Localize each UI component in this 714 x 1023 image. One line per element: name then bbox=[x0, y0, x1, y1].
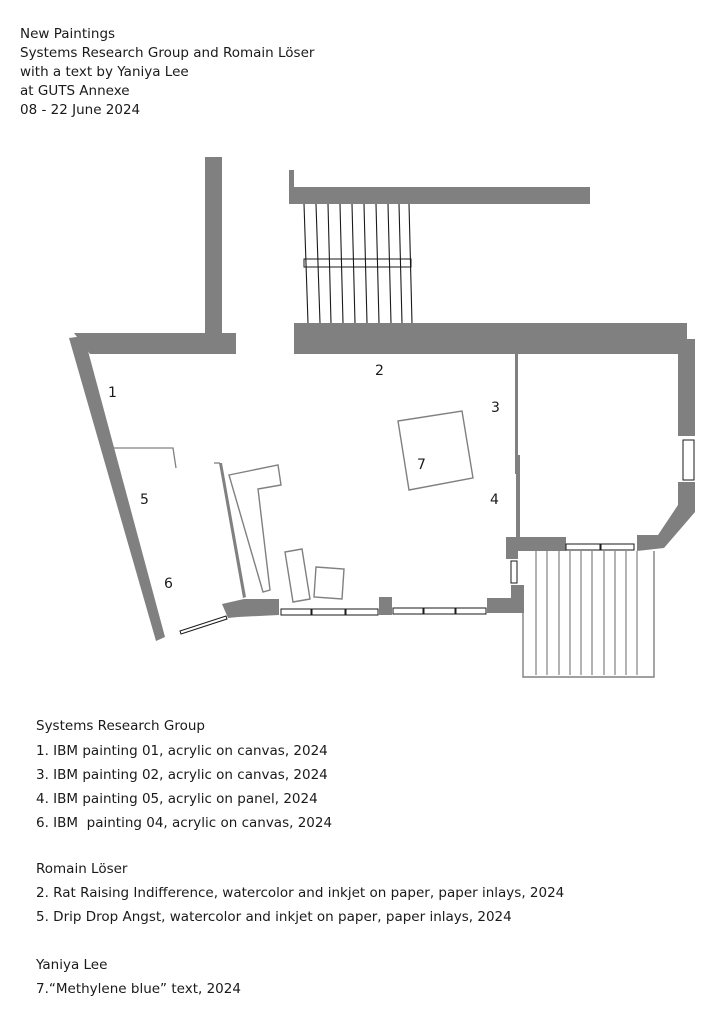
wall-lower-stair-post bbox=[506, 537, 518, 559]
marker-6: 6 bbox=[164, 576, 173, 592]
exhibition-text-credit: with a text by Yaniya Lee bbox=[20, 64, 189, 80]
upper-staircase bbox=[304, 204, 412, 323]
marker-4: 4 bbox=[490, 492, 499, 508]
legend-item: 4. IBM painting 05, acrylic on panel, 2024 bbox=[36, 791, 318, 807]
legend-group-title: Romain Löser bbox=[36, 861, 128, 877]
wall-stair-top bbox=[289, 187, 590, 204]
wall-bottom-left bbox=[222, 599, 279, 618]
legend-item: 2. Rat Raising Indifference, watercolor and inkjet on paper, paper inlays, 2024 bbox=[36, 885, 565, 901]
window-small-side bbox=[511, 561, 517, 583]
window-bottom-1 bbox=[281, 609, 311, 615]
partition-wall bbox=[114, 448, 176, 468]
wall-left-slant bbox=[69, 336, 165, 641]
legend-group-title: Yaniya Lee bbox=[36, 957, 108, 973]
window-bottom-slanted bbox=[180, 616, 227, 634]
exhibition-title: New Paintings bbox=[20, 26, 116, 42]
marker-7: 7 bbox=[417, 457, 426, 473]
marker-5: 5 bbox=[140, 492, 149, 508]
window-bottom-3 bbox=[346, 609, 378, 615]
furniture-table-7 bbox=[398, 411, 473, 490]
wall-upper-left bbox=[205, 157, 222, 335]
window-bottom-5 bbox=[424, 608, 455, 614]
window-lower-stair-1 bbox=[566, 544, 600, 550]
legend-item: 5. Drip Drop Angst, watercolor and inkjet on paper, paper inlays, 2024 bbox=[36, 909, 512, 925]
wall-divider-lower bbox=[516, 455, 520, 537]
window-bottom-4 bbox=[393, 608, 423, 614]
legend-group-title: Systems Research Group bbox=[36, 718, 205, 734]
marker-3: 3 bbox=[491, 400, 500, 416]
furniture-l-plinth bbox=[229, 465, 281, 592]
legend-item: 7.“Methylene blue” text, 2024 bbox=[36, 981, 241, 997]
wall-bottom-right bbox=[487, 598, 519, 613]
furniture-square-plinth bbox=[314, 567, 344, 599]
marker-2: 2 bbox=[375, 363, 384, 379]
lower-staircase bbox=[523, 551, 654, 677]
exhibition-artists: Systems Research Group and Romain Löser bbox=[20, 45, 315, 61]
wall-right-upper bbox=[678, 339, 695, 436]
marker-1: 1 bbox=[108, 385, 117, 401]
wall-right-corner bbox=[637, 505, 695, 551]
wall-bottom-pillar bbox=[379, 597, 392, 615]
window-lower-stair-2 bbox=[601, 544, 634, 550]
window-bottom-6 bbox=[456, 608, 486, 614]
legend-item: 1. IBM painting 01, acrylic on canvas, 2024 bbox=[36, 743, 328, 759]
legend-item: 6. IBM painting 04, acrylic on canvas, 2024 bbox=[36, 815, 333, 831]
exhibition-dates: 08 - 22 June 2024 bbox=[20, 102, 141, 118]
window-bottom-2 bbox=[312, 609, 345, 615]
wall-main-top bbox=[294, 323, 687, 354]
legend-item: 3. IBM painting 02, acrylic on canvas, 2024 bbox=[36, 767, 328, 783]
window-right bbox=[683, 440, 694, 480]
wall-left-top bbox=[74, 333, 236, 354]
furniture-small-plinth bbox=[285, 549, 310, 602]
exhibition-venue: at GUTS Annexe bbox=[20, 83, 130, 99]
wall-thin-slant bbox=[219, 463, 246, 598]
wall-stair-stub bbox=[289, 170, 294, 190]
stair-landing bbox=[304, 259, 411, 267]
